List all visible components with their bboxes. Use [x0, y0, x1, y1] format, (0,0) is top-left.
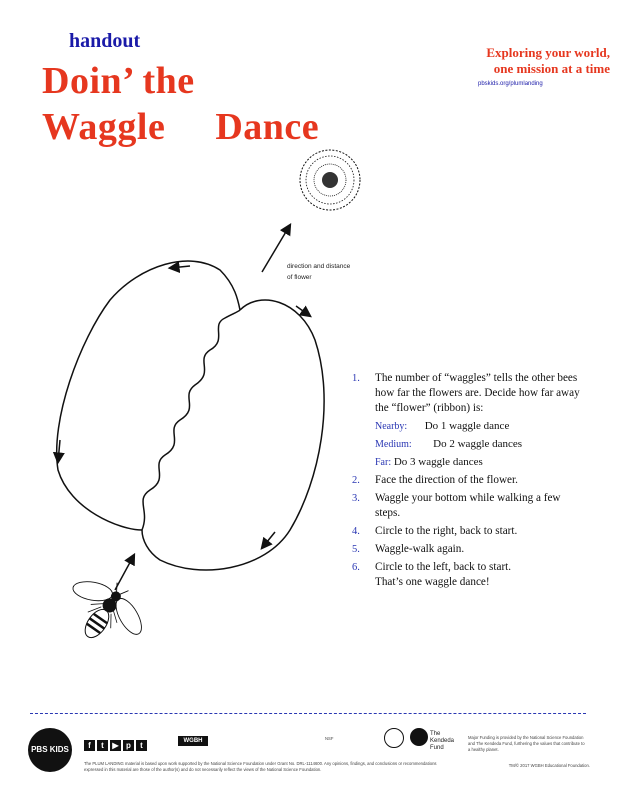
tagline-url: pbskids.org/plumlanding [478, 81, 543, 87]
waggle-path [142, 310, 240, 530]
direction-arrow [262, 225, 290, 272]
step-4 [352, 524, 582, 539]
distance-far [375, 455, 582, 470]
step-number: 5. [352, 544, 360, 555]
distance-key: Nearby: [375, 421, 408, 432]
footer-divider [30, 713, 586, 714]
distance-value: Do 1 waggle dance [424, 420, 510, 432]
pbs-kids-logo: PBS KIDS [28, 728, 72, 772]
step-number: 1. [352, 373, 360, 384]
wgbh-logo: WGBH [178, 736, 208, 746]
flower-icon [300, 150, 360, 210]
step-text: Waggle-walk again. [375, 543, 465, 555]
distance-key: Medium: [375, 439, 412, 450]
kendeda-label: The Kendeda Fund [430, 731, 455, 751]
handout-label: handout [69, 30, 141, 52]
tagline-line-2: one mission at a time [493, 61, 610, 76]
twitter-icon[interactable]: t [97, 740, 108, 751]
title-line-1: Doin’ the [42, 60, 195, 102]
step-text: Waggle your bottom while walking a few steps. [375, 492, 561, 519]
direction-label [287, 261, 350, 283]
direction-label-line-2: of flower [287, 274, 312, 281]
step-5 [352, 542, 582, 557]
step-text: The number of “waggles” tells the other bees how far the flowers are. Decide how far away the “flower” (ribbon) is: [375, 372, 580, 414]
instruction-list [352, 371, 582, 593]
distance-medium [375, 437, 582, 452]
facebook-icon[interactable]: f [84, 740, 95, 751]
title-line-2: Waggle Dance [42, 106, 320, 148]
footer-funding: Major Funding is provided by the National Science Foundation and The Kendeda Fund, furthering the values that contribute to a healthy planet. [468, 735, 585, 752]
step-text: Circle to the left, back to start. [375, 561, 512, 573]
footer-credit: The PLUM LANDING material is based upon work supported by the National Science Foundation under Grant No. DRL-1114600. Any opinions, findings, and conclusions or recommendations expressed in this material are those of the author(s) and do not necessarily reflect the views of the National Science Foundation. [84, 761, 437, 772]
youtube-icon[interactable]: ▶ [110, 740, 121, 751]
step-number: 6. [352, 562, 360, 573]
bee-arrow [115, 555, 134, 590]
step-6-conclusion: That’s one waggle dance! [375, 576, 490, 588]
step-number: 2. [352, 475, 360, 486]
tagline-line-1: Exploring your world, [486, 45, 610, 60]
kendeda-logo-icon [410, 728, 428, 746]
bee-icon [52, 561, 159, 661]
step-3 [352, 491, 582, 521]
step-6 [352, 560, 582, 590]
step-2 [352, 473, 582, 488]
distance-value: Do 3 waggle dances [393, 456, 483, 468]
step-number: 3. [352, 493, 360, 504]
footer-copyright: TM/© 2017 WGBH Educational Foundation. [508, 763, 590, 768]
step-text: Circle to the right, back to start. [375, 525, 518, 537]
step-number: 4. [352, 526, 360, 537]
distance-nearby [375, 419, 582, 434]
step-text: Face the direction of the flower. [375, 474, 518, 486]
distance-value: Do 2 waggle dances [433, 438, 523, 450]
pinterest-icon[interactable]: p [123, 740, 134, 751]
step-1 [352, 371, 582, 416]
nsf-small-label: NSF [325, 736, 334, 741]
social-icons [84, 735, 149, 753]
right-loop-path [142, 300, 324, 570]
left-loop-path [57, 261, 240, 530]
tumblr-icon[interactable]: t [136, 740, 147, 751]
nsf-logo-icon [384, 728, 404, 748]
distance-key: Far: [375, 457, 392, 468]
direction-label-line-1: direction and distance [287, 263, 351, 270]
